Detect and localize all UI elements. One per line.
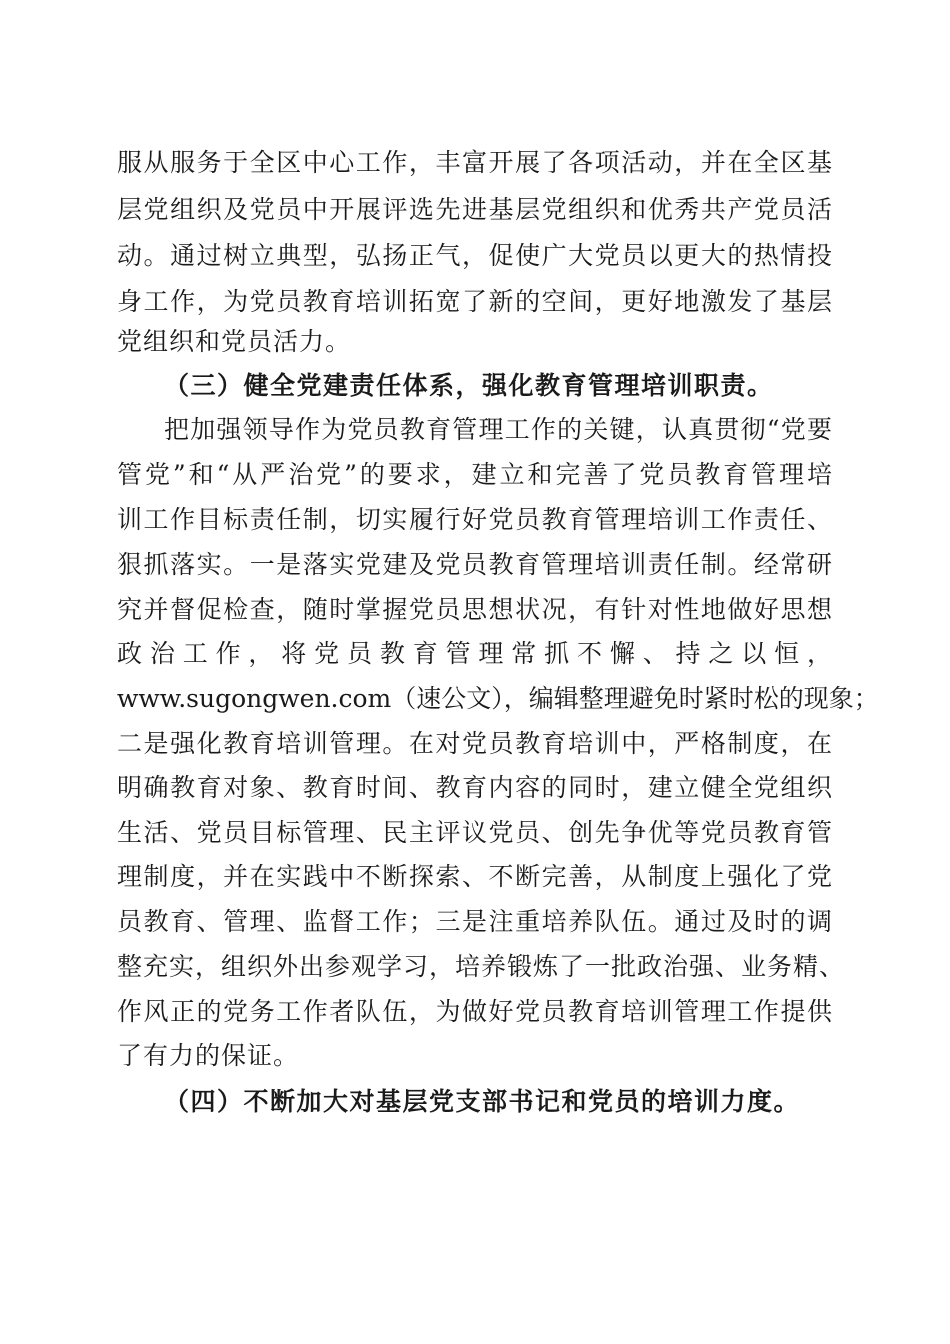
paragraph-line: www.sugongwen.com（速公文），编辑整理避免时紧时松的现象； bbox=[117, 684, 879, 713]
paragraph-line: 政治工作，将党员教育管理常抓不懈、持之以恒， bbox=[117, 639, 833, 668]
paragraph-line: 整充实，组织外出参观学习，培养锻炼了一批政治强、业务精、 bbox=[117, 952, 846, 981]
paragraph-line: 生活、党员目标管理、民主评议党员、创先争优等党员教育管 bbox=[117, 818, 833, 847]
paragraph-line: 动。通过树立典型，弘扬正气，促使广大党员以更大的热情投 bbox=[117, 241, 833, 270]
paragraph-line: 究并督促检查，随时掌握党员思想状况，有针对性地做好思想 bbox=[117, 595, 833, 624]
paragraph-line: 理制度，并在实践中不断探索、不断完善，从制度上强化了党 bbox=[117, 862, 833, 891]
paragraph-line: 二是强化教育培训管理。在对党员教育培训中，严格制度，在 bbox=[117, 729, 833, 758]
paragraph-line: 服从服务于全区中心工作，丰富开展了各项活动，并在全区基 bbox=[117, 148, 833, 177]
paragraph-line: 管党”和“从严治党”的要求，建立和完善了党员教育管理培 bbox=[117, 460, 833, 489]
paragraph-line: 把加强领导作为党员教育管理工作的关键，认真贯彻“党要 bbox=[164, 415, 833, 444]
paragraph-line: 了有力的保证。 bbox=[117, 1041, 300, 1070]
section-heading-4: （四）不断加大对基层党支部书记和党员的培训力度。 bbox=[164, 1087, 801, 1116]
paragraph-line: 训工作目标责任制，切实履行好党员教育管理培训工作责任、 bbox=[117, 505, 833, 534]
paragraph-line: 明确教育对象、教育时间、教育内容的同时，建立健全党组织 bbox=[117, 773, 833, 802]
paragraph-line: 狠抓落实。一是落实党建及党员教育管理培训责任制。经常研 bbox=[117, 550, 833, 579]
paragraph-line: 员教育、管理、监督工作；三是注重培养队伍。通过及时的调 bbox=[117, 907, 833, 936]
paragraph-line: 作风正的党务工作者队伍，为做好党员教育培训管理工作提供 bbox=[117, 997, 833, 1026]
paragraph-line: 层党组织及党员中开展评选先进基层党组织和优秀共产党员活 bbox=[117, 195, 833, 224]
section-heading-3: （三）健全党建责任体系，强化教育管理培训职责。 bbox=[164, 371, 774, 400]
paragraph-line: 身工作，为党员教育培训拓宽了新的空间，更好地激发了基层 bbox=[117, 287, 833, 316]
paragraph-line: 党组织和党员活力。 bbox=[117, 327, 352, 356]
